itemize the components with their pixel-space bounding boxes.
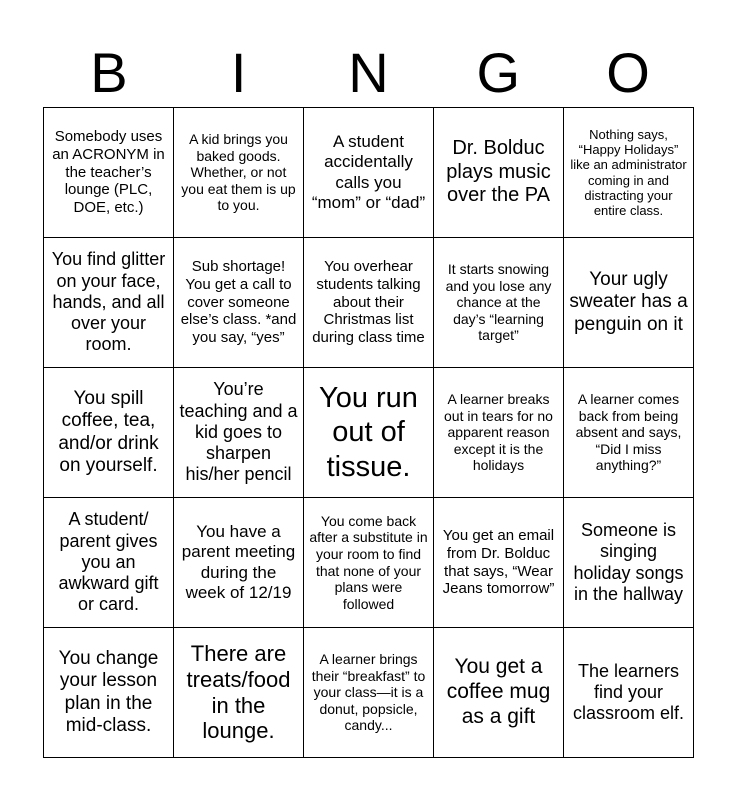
- bingo-cell[interactable]: Nothing says, “Happy Holidays” like an administrator coming in and distracting your entire class.: [564, 108, 694, 238]
- bingo-cell[interactable]: A learner breaks out in tears for no apparent reason except it is the holidays: [434, 368, 564, 498]
- bingo-cell[interactable]: You’re teaching and a kid goes to sharpen his/her pencil: [174, 368, 304, 498]
- bingo-cell[interactable]: The learners find your classroom elf.: [564, 628, 694, 758]
- bingo-cell[interactable]: You have a parent meeting during the week of 12/19: [174, 498, 304, 628]
- bingo-cell[interactable]: You spill coffee, tea, and/or drink on yourself.: [44, 368, 174, 498]
- board-row: [44, 368, 694, 498]
- bingo-cell[interactable]: Dr. Bolduc plays music over the PA: [434, 108, 564, 238]
- bingo-cell[interactable]: Someone is singing holiday songs in the hallway: [564, 498, 694, 628]
- bingo-board: [43, 107, 694, 758]
- board-row: [44, 628, 694, 758]
- bingo-cell[interactable]: Somebody uses an ACRONYM in the teacher’s lounge (PLC, DOE, etc.): [44, 108, 174, 238]
- bingo-cell[interactable]: There are treats/food in the lounge.: [174, 628, 304, 758]
- bingo-cell[interactable]: Sub shortage! You get a call to cover someone else’s class. *and you say, “yes”: [174, 238, 304, 368]
- board-row: [44, 238, 694, 368]
- bingo-cell[interactable]: You come back after a substitute in your room to find that none of your plans were followed: [304, 498, 434, 628]
- bingo-cell[interactable]: Your ugly sweater has a penguin on it: [564, 238, 694, 368]
- bingo-cell[interactable]: You find glitter on your face, hands, and all over your room.: [44, 238, 174, 368]
- board-row: [44, 108, 694, 238]
- bingo-cell[interactable]: It starts snowing and you lose any chance at the day’s “learning target”: [434, 238, 564, 368]
- bingo-cell[interactable]: You get a coffee mug as a gift: [434, 628, 564, 758]
- bingo-cell[interactable]: A kid brings you baked goods. Whether, or not you eat them is up to you.: [174, 108, 304, 238]
- title-letter-i: I: [230, 41, 247, 104]
- bingo-cell[interactable]: A student accidentally calls you “mom” or “dad”: [304, 108, 434, 238]
- bingo-cell[interactable]: You get an email from Dr. Bolduc that says, “Wear Jeans tomorrow”: [434, 498, 564, 628]
- bingo-cell[interactable]: A learner comes back from being absent and says, “Did I miss anything?”: [564, 368, 694, 498]
- title-letter-o: O: [606, 41, 650, 104]
- board-row: [44, 498, 694, 628]
- bingo-cell[interactable]: A student/ parent gives you an awkward gift or card.: [44, 498, 174, 628]
- bingo-cell-free[interactable]: You run out of tissue.: [304, 368, 434, 498]
- bingo-title: [44, 40, 693, 106]
- title-letter-b: B: [90, 41, 128, 104]
- title-letter-n: N: [348, 41, 389, 104]
- title-letter-g: G: [476, 41, 521, 104]
- bingo-cell[interactable]: A learner brings their “breakfast” to your class—it is a donut, popsicle, candy...: [304, 628, 434, 758]
- bingo-cell[interactable]: You overhear students talking about their Christmas list during class time: [304, 238, 434, 368]
- bingo-cell[interactable]: You change your lesson plan in the mid-class.: [44, 628, 174, 758]
